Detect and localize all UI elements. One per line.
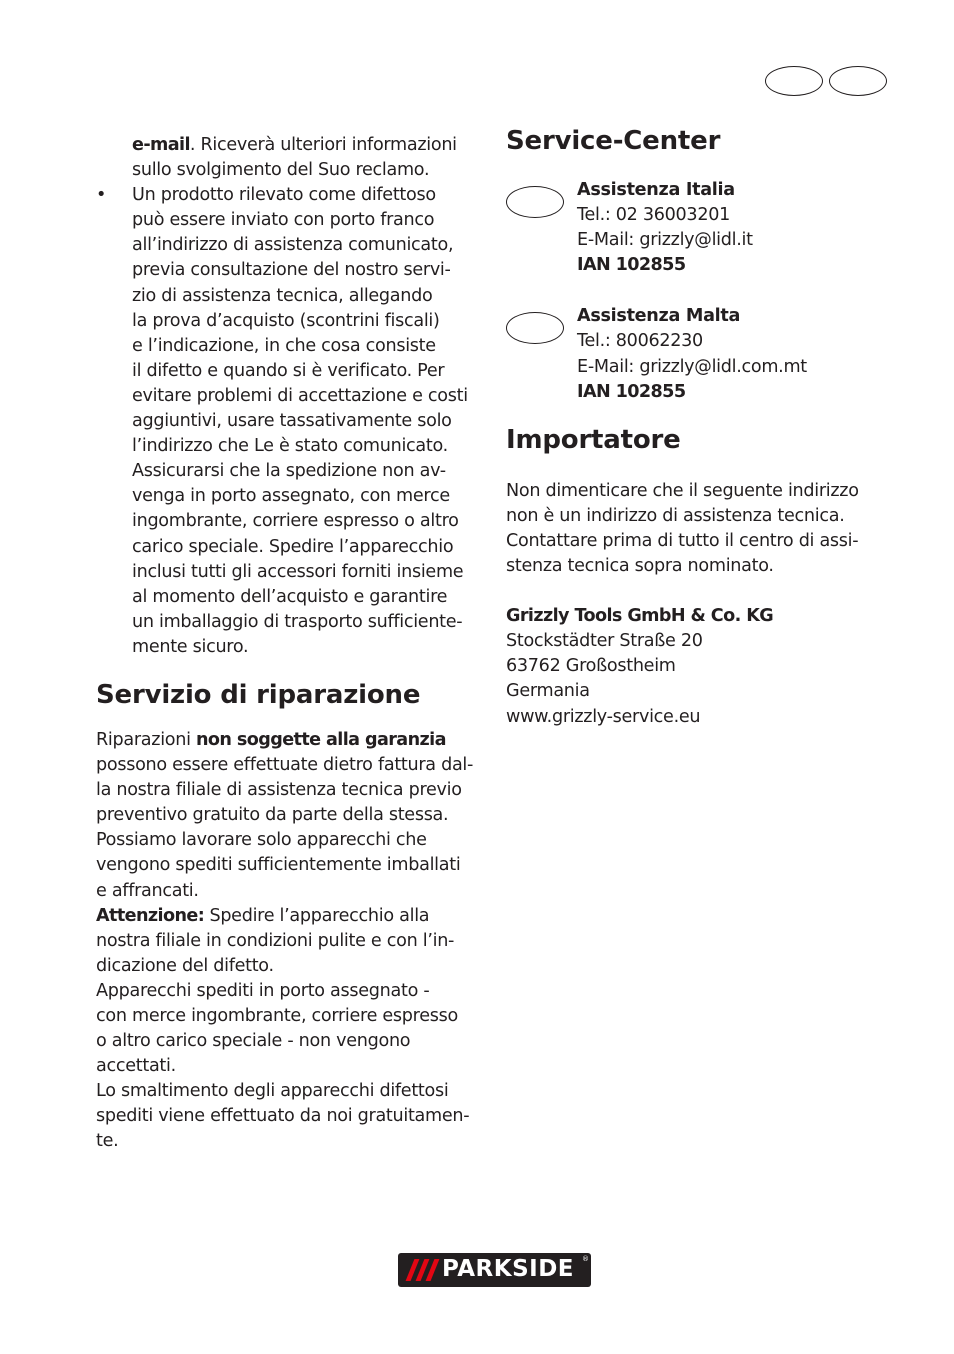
left-column [96,133,482,1155]
flag-oval-2 [829,66,887,96]
importer-address: Grizzly Tools GmbH & Co. KG Stockstädter Straße 20 63762 Großostheim Germania www.grizzly-service.eu [506,604,896,729]
importer-paragraph: Non dimenticare che il seguente indirizzo non è un indirizzo di assistenza tecnica. Contattare prima di tutto il centro di assi- stenza tecnica sopra nominato. [506,480,859,577]
right-column [506,126,896,730]
country-flag-oval [506,312,564,344]
service-malta: Assistenza Malta Tel.: 80062230 E-Mail: grizzly@lidl.com.mt IAN 102855 [506,304,896,404]
heading-importer: Importatore [506,424,681,455]
parkside-logo [398,1253,591,1287]
website-url: www.grizzly-service.eu [506,706,701,727]
country-flag-oval [506,186,564,218]
language-flag-ovals [765,66,889,98]
heading-repair-service: Servizio di riparazione [96,679,421,710]
repair-paragraph: Riparazioni non soggette alla garanzia possono essere effettuate dietro fattura dal- la nostra filiale di assistenza tecnica previo preventivo gratuito da parte della stessa. Possiamo lavorare solo apparecchi che vengono spediti sufficientemente imballati e affrancati. Attenzione: Spedire l’apparecchio alla nostra filiale in condizioni pulite e con l’in- dicazione del difetto. Apparecchi spediti in porto assegnato - con merce ingombrante, corriere espresso o altro carico speciale - non vengono accettati. Lo smaltimento degli apparecchi difettosi spediti viene effettuato da noi gratuitamen- te. [96,729,474,1152]
service-italy: Assistenza Italia Tel.: 02 36003201 E-Mail: grizzly@lidl.it IAN 102855 [506,178,896,278]
company-name: Grizzly Tools GmbH & Co. KG [506,606,774,627]
email-bold: e-mail [132,135,190,155]
bullet-continuation: e-mail. Riceverà ulteriori informazioni sullo svolgimento del Suo reclamo. [132,135,457,181]
attention-label: Attenzione: [96,905,205,926]
flag-oval-1 [765,66,823,96]
registered-mark: ® [582,1255,589,1263]
bullet-item-shipping: • Un prodotto rilevato come difettoso può essere inviato con porto franco all’indirizzo di assistenza comunicato, previa consultazione del nostro servi- zio di assistenza tecnica, allegando la prova d’acquisto (scontrini fiscali) e l’indicazione, in che cosa consiste il difetto e quando si è verificato. Per evitare problemi di accettazione e costi aggiuntivi, usare tassativamente solo l’indirizzo che Le è stato comunicato. Assicurarsi che la spedizione non av- venga in porto assegnato, con merce ingombrante, corriere espresso o altro carico speciale. Spedire l’apparecchio inclusi tutti gli accessori forniti insieme al momento dell’acquisto e garantire un imballaggio di trasporto sufficiente- mente sicuro. [96,185,468,657]
heading-service-center: Service-Center [506,126,721,156]
logo-text: PARKSIDE [442,1256,575,1282]
logo-stripes-icon [404,1259,438,1281]
bullet-dot: • [96,185,107,206]
